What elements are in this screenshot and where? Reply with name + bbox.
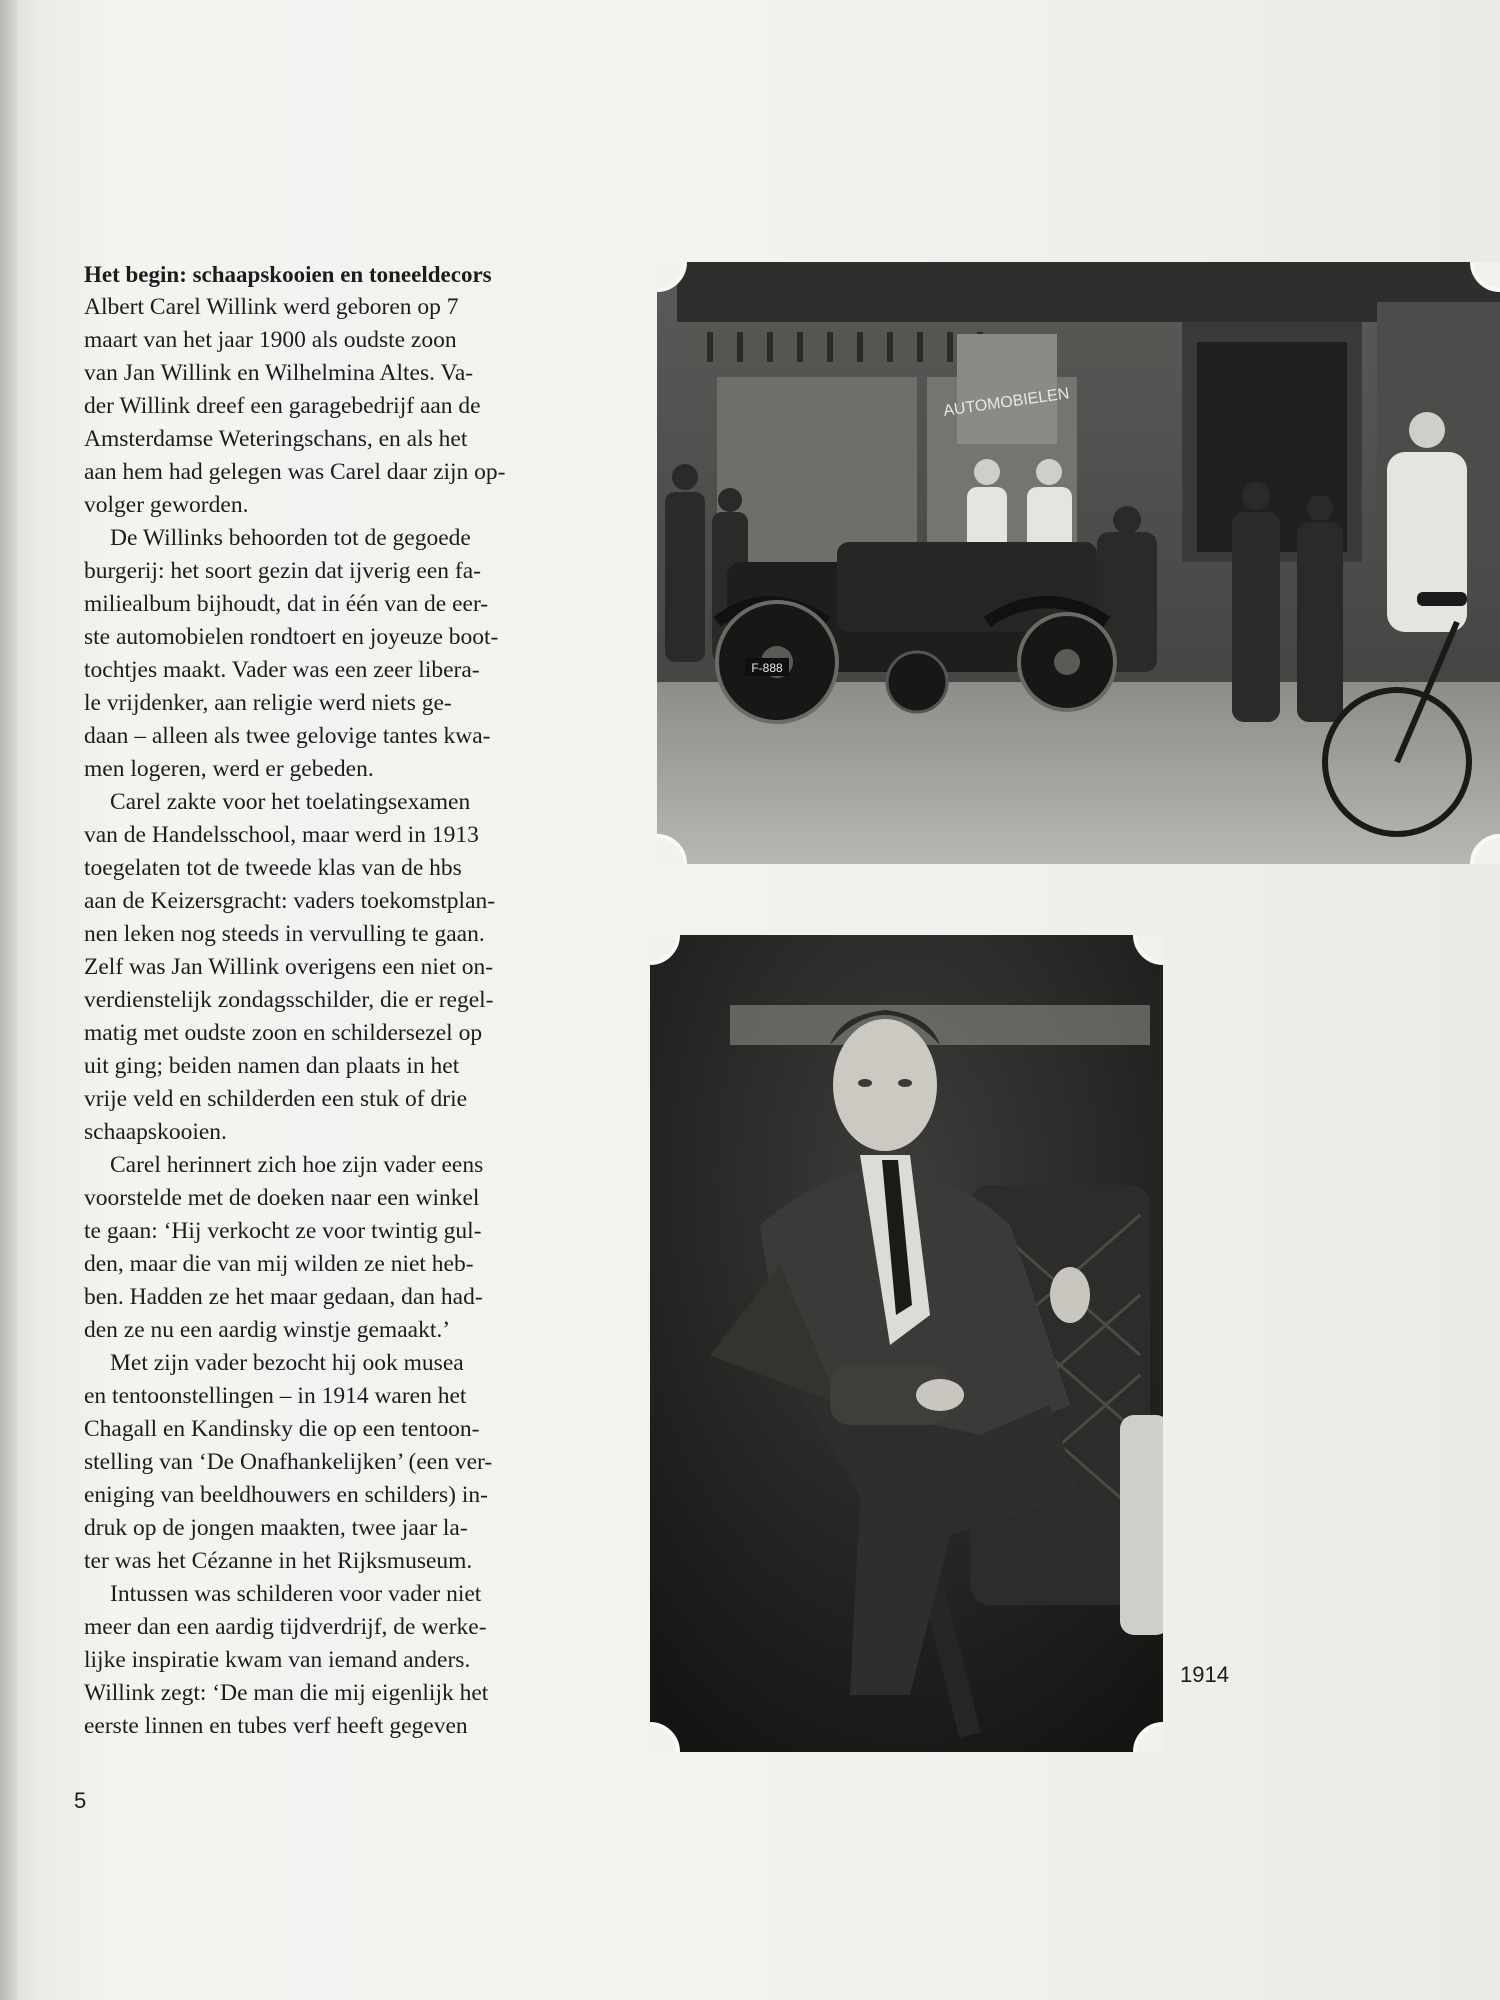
body-text-line: burgerij: het soort gezin dat ijverig een fa- (84, 558, 481, 584)
body-text-line: matig met oudste zoon en schildersezel op (84, 1020, 483, 1046)
body-text-line: Chagall en Kandinsky die op een tentoon- (84, 1416, 480, 1442)
body-text-line: Met zijn vader bezocht hij ook musea (110, 1350, 464, 1376)
body-text-line: Intussen was schilderen voor vader niet (110, 1581, 482, 1607)
body-text-line: Zelf was Jan Willink overigens een niet on- (84, 954, 494, 980)
body-text-line: Willink zegt: ‘De man die mij eigenlijk het (84, 1680, 489, 1706)
body-text-line: den, maar die van mij wilden ze niet heb- (84, 1251, 474, 1277)
body-text-line: schaapskooien. (84, 1119, 227, 1145)
body-text-line: Amsterdamse Weteringschans, en als het (84, 426, 468, 452)
body-text-line: vrije veld en schilderden een stuk of drie (84, 1086, 468, 1112)
automobielen-sign: AUTOMOBIELEN (942, 385, 1071, 420)
license-plate: F-888 (751, 661, 783, 675)
body-text-line: eerste linnen en tubes verf heeft gegeven (84, 1713, 468, 1739)
body-text-line: Albert Carel Willink werd geboren op 7 (84, 294, 459, 320)
body-text-line: den ze nu een aardig winstje gemaakt.’ (84, 1317, 451, 1343)
portrait-photo (650, 935, 1163, 1752)
body-text-line: tochtjes maakt. Vader was een zeer libera- (84, 657, 480, 683)
body-text-line: uit ging; beiden namen dan plaats in het (84, 1053, 460, 1079)
street-car-photo (657, 262, 1500, 864)
body-text-line: De Willinks behoorden tot de gegoede (110, 525, 471, 551)
body-text-line: men logeren, werd er gebeden. (84, 756, 374, 782)
body-text-line: Carel herinnert zich hoe zijn vader eens (110, 1152, 484, 1178)
body-text-line: le vrijdenker, aan religie werd niets ge- (84, 690, 452, 716)
body-text-line: te gaan: ‘Hij verkocht ze voor twintig gul- (84, 1218, 482, 1244)
page-number: 5 (74, 1788, 87, 1813)
body-text-line: stelling van ‘De Onafhankelijken’ (een ver- (84, 1449, 493, 1475)
body-text-line: der Willink dreef een garagebedrijf aan de (84, 393, 481, 419)
photo-caption-year: 1914 (1180, 1662, 1229, 1687)
body-text-line: eniging van beeldhouwers en schilders) in- (84, 1482, 488, 1508)
body-text-line: aan hem had gelegen was Carel daar zijn op- (84, 459, 506, 485)
body-text-line: nen leken nog steeds in vervulling te gaan. (84, 921, 485, 947)
body-text-line: daan – alleen als twee gelovige tantes kwa- (84, 723, 491, 749)
body-text-line: volger geworden. (84, 492, 249, 518)
article-body (84, 291, 614, 1743)
book-spine-shadow (0, 0, 18, 2000)
body-text-line: Carel zakte voor het toelatingsexamen (110, 789, 471, 815)
body-text-line: druk op de jongen maakten, twee jaar la- (84, 1515, 468, 1541)
body-text-line: ter was het Cézanne in het Rijksmuseum. (84, 1548, 473, 1574)
body-text-line: meer dan een aardig tijdverdrijf, de werke- (84, 1614, 487, 1640)
body-text-line: miliealbum bijhoudt, dat in één van de eer- (84, 591, 489, 617)
body-text-line: ste automobielen rondtoert en joyeuze boot- (84, 624, 499, 650)
body-text-line: maart van het jaar 1900 als oudste zoon (84, 327, 457, 353)
body-text-line: van Jan Willink en Wilhelmina Altes. Va- (84, 360, 474, 386)
body-text-line: voorstelde met de doeken naar een winkel (84, 1185, 480, 1211)
body-text-line: aan de Keizersgracht: vaders toekomstplan- (84, 888, 496, 914)
section-heading: Het begin: schaapskooien en toneeldecors (84, 262, 492, 287)
body-text-line: lijke inspiratie kwam van iemand anders. (84, 1647, 471, 1673)
body-text-line: toegelaten tot de tweede klas van de hbs (84, 855, 462, 881)
article-column (84, 258, 614, 1743)
body-text-line: van de Handelsschool, maar werd in 1913 (84, 822, 479, 848)
body-text-line: ben. Hadden ze het maar gedaan, dan had- (84, 1284, 483, 1310)
body-text-line: verdienstelijk zondagsschilder, die er regel- (84, 987, 494, 1013)
body-text-line: en tentoonstellingen – in 1914 waren het (84, 1383, 467, 1409)
